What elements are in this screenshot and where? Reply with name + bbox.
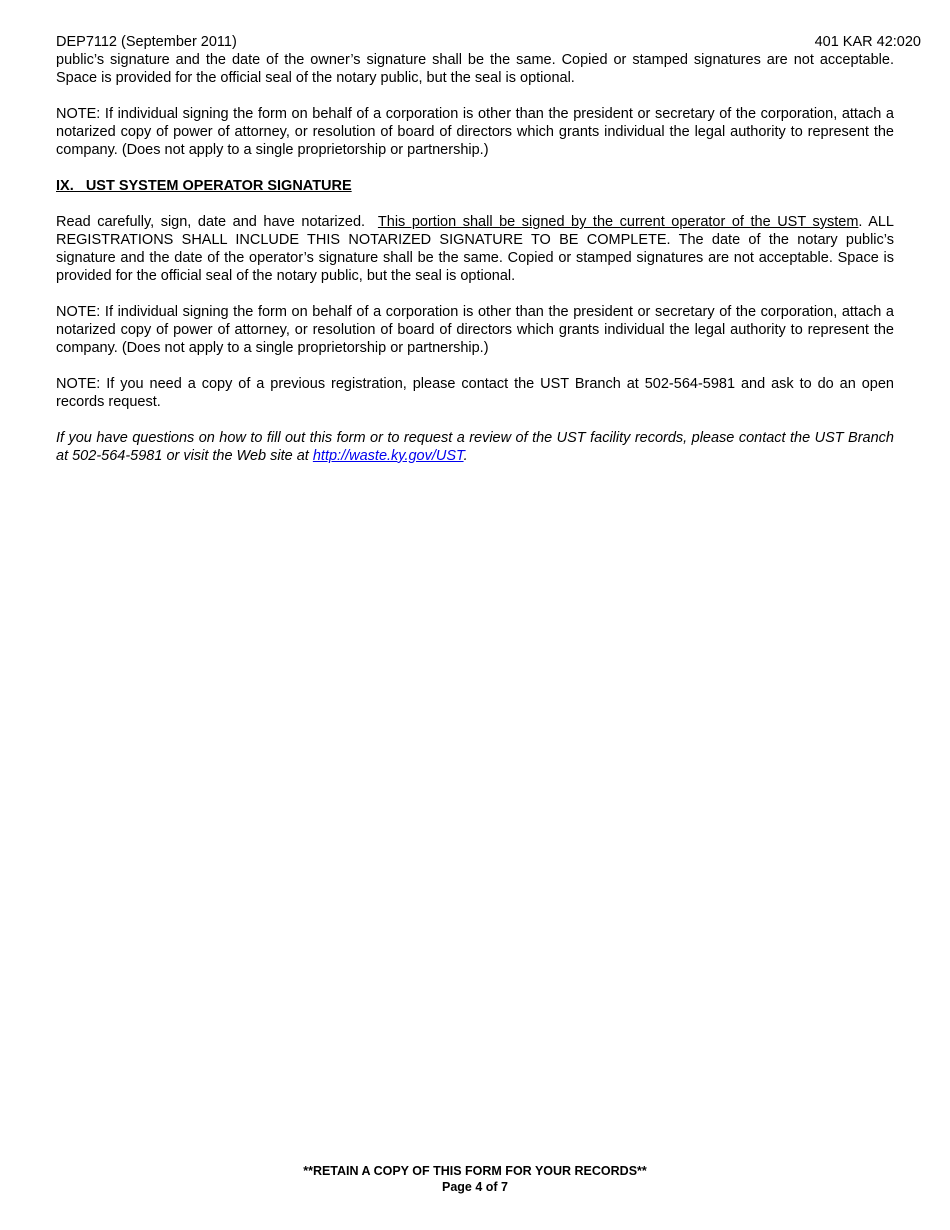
- owner-seal-paragraph: public’s signature and the date of the owner’s signature shall be the same. Copied or stamped signatures are not acceptable. Space is provided for the official seal of the notary public, but the seal is optional.: [56, 52, 894, 86]
- operator-instructions-rest: . ALL REGISTRATIONS SHALL INCLUDE THIS NOTARIZED SIGNATURE TO BE COMPLETE. The date of the notary public’s signature and the date of the operator’s signature shall be the same. Copied or stamped signatures are not acceptable. Space is provided for the official seal of the notary public, but the seal is optional.: [56, 214, 894, 284]
- operator-instructions-lead: Read carefully, sign, date and have notarized.: [56, 214, 378, 230]
- contact-text: If you have questions on how to fill out this form or to request a review of the UST facility records, please contact the UST Branch at 502-564-5981 or visit the Web site at: [56, 430, 894, 464]
- page-number: Page 4 of 7: [442, 1180, 508, 1194]
- ust-website-link[interactable]: http://waste.ky.gov/UST: [312, 448, 464, 464]
- owner-corporation-note: NOTE: If individual signing the form on behalf of a corporation is other than the president or secretary of the corporation, attach a notarized copy of power of attorney, or resolution of board of directors which grants individual the legal authority to represent the company. (Does not apply to a single proprietorship or partnership.): [56, 106, 894, 158]
- contact-trailing: .: [463, 448, 468, 464]
- open-records-note: NOTE: If you need a copy of a previous registration, please contact the UST Branch at 502-564-5981 and ask to do an open records request.: [56, 376, 894, 410]
- document-body: [56, 51, 894, 483]
- operator-instructions-paragraph: [56, 213, 894, 285]
- form-id: DEP7112 (September 2011): [56, 34, 237, 50]
- page-footer: [0, 1163, 950, 1195]
- operator-signature-heading: IX. UST SYSTEM OPERATOR SIGNATURE: [56, 178, 352, 194]
- retain-copy-notice: **RETAIN A COPY OF THIS FORM FOR YOUR RECORDS**: [303, 1164, 647, 1178]
- regulation-reference: 401 KAR 42:020: [814, 34, 921, 50]
- contact-paragraph: [56, 429, 894, 465]
- operator-instructions-underlined: This portion shall be signed by the current operator of the UST system: [377, 214, 859, 230]
- operator-corporation-note: NOTE: If individual signing the form on behalf of a corporation is other than the president or secretary of the corporation, attach a notarized copy of power of attorney, or resolution of board of directors which grants individual the legal authority to represent the company. (Does not apply to a single proprietorship or partnership.): [56, 304, 894, 356]
